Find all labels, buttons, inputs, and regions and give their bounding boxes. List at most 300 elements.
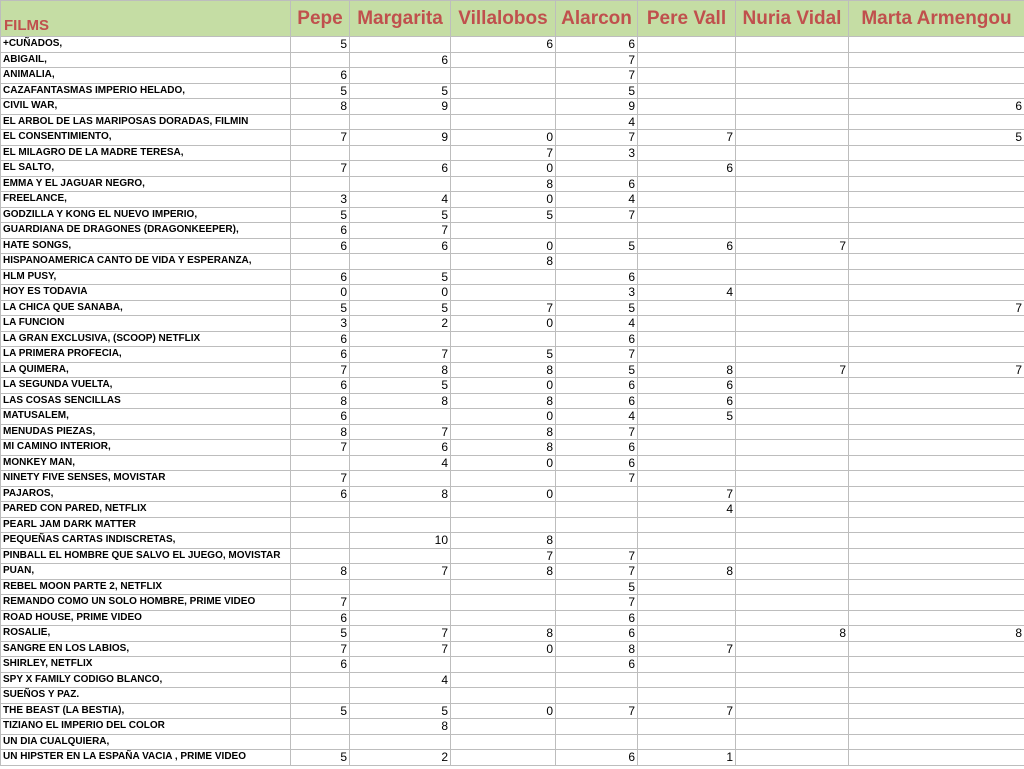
score-cell[interactable]: 0 <box>451 378 556 394</box>
score-cell[interactable] <box>638 595 736 611</box>
header-critic-pere-vall[interactable]: Pere Vall <box>638 1 736 37</box>
score-cell[interactable] <box>736 502 849 518</box>
score-cell[interactable]: 9 <box>556 99 638 115</box>
score-cell[interactable]: 5 <box>350 300 451 316</box>
score-cell[interactable] <box>350 657 451 673</box>
score-cell[interactable]: 7 <box>638 130 736 146</box>
score-cell[interactable]: 0 <box>451 409 556 425</box>
score-cell[interactable] <box>291 688 350 704</box>
score-cell[interactable]: 5 <box>291 37 350 53</box>
score-cell[interactable]: 0 <box>451 703 556 719</box>
film-title-cell[interactable]: ANIMALIA, <box>1 68 291 84</box>
score-cell[interactable]: 0 <box>451 161 556 177</box>
score-cell[interactable] <box>736 471 849 487</box>
score-cell[interactable] <box>350 254 451 270</box>
header-critic-villalobos[interactable]: Villalobos <box>451 1 556 37</box>
score-cell[interactable] <box>849 207 1024 223</box>
score-cell[interactable] <box>638 471 736 487</box>
score-cell[interactable] <box>638 734 736 750</box>
score-cell[interactable] <box>849 440 1024 456</box>
score-cell[interactable]: 6 <box>291 68 350 84</box>
score-cell[interactable] <box>350 610 451 626</box>
score-cell[interactable]: 8 <box>736 626 849 642</box>
score-cell[interactable] <box>451 517 556 533</box>
score-cell[interactable]: 4 <box>350 672 451 688</box>
score-cell[interactable]: 6 <box>556 393 638 409</box>
film-title-cell[interactable]: ROAD HOUSE, PRIME VIDEO <box>1 610 291 626</box>
score-cell[interactable]: 7 <box>291 641 350 657</box>
score-cell[interactable] <box>736 719 849 735</box>
score-cell[interactable]: 8 <box>350 486 451 502</box>
score-cell[interactable]: 7 <box>291 440 350 456</box>
score-cell[interactable] <box>350 145 451 161</box>
header-critic-nuria-vidal[interactable]: Nuria Vidal <box>736 1 849 37</box>
score-cell[interactable]: 8 <box>451 362 556 378</box>
score-cell[interactable] <box>736 192 849 208</box>
score-cell[interactable] <box>849 347 1024 363</box>
score-cell[interactable]: 8 <box>451 564 556 580</box>
score-cell[interactable]: 7 <box>849 300 1024 316</box>
score-cell[interactable]: 6 <box>291 269 350 285</box>
score-cell[interactable] <box>849 703 1024 719</box>
score-cell[interactable] <box>736 300 849 316</box>
score-cell[interactable] <box>638 719 736 735</box>
film-title-cell[interactable]: THE BEAST (LA BESTIA), <box>1 703 291 719</box>
film-title-cell[interactable]: PEARL JAM DARK MATTER <box>1 517 291 533</box>
score-cell[interactable] <box>849 610 1024 626</box>
score-cell[interactable]: 6 <box>291 486 350 502</box>
film-title-cell[interactable]: REBEL MOON PARTE 2, NETFLIX <box>1 579 291 595</box>
score-cell[interactable] <box>849 455 1024 471</box>
score-cell[interactable] <box>638 223 736 239</box>
film-title-cell[interactable]: PARED CON PARED, NETFLIX <box>1 502 291 518</box>
score-cell[interactable]: 8 <box>451 254 556 270</box>
score-cell[interactable] <box>849 223 1024 239</box>
score-cell[interactable] <box>849 424 1024 440</box>
film-title-cell[interactable]: CAZAFANTASMAS IMPERIO HELADO, <box>1 83 291 99</box>
score-cell[interactable]: 0 <box>350 285 451 301</box>
score-cell[interactable] <box>638 548 736 564</box>
film-title-cell[interactable]: LA GRAN EXCLUSIVA, (SCOOP) NETFLIX <box>1 331 291 347</box>
score-cell[interactable]: 6 <box>556 378 638 394</box>
score-cell[interactable] <box>736 145 849 161</box>
score-cell[interactable] <box>451 657 556 673</box>
score-cell[interactable]: 1 <box>638 750 736 766</box>
score-cell[interactable]: 5 <box>556 238 638 254</box>
score-cell[interactable] <box>736 734 849 750</box>
score-cell[interactable] <box>638 99 736 115</box>
score-cell[interactable]: 7 <box>556 424 638 440</box>
score-cell[interactable]: 4 <box>638 285 736 301</box>
score-cell[interactable] <box>736 548 849 564</box>
header-critic-marta-armengou[interactable]: Marta Armengou <box>849 1 1024 37</box>
score-cell[interactable] <box>736 455 849 471</box>
score-cell[interactable] <box>736 424 849 440</box>
score-cell[interactable]: 8 <box>291 99 350 115</box>
score-cell[interactable] <box>638 533 736 549</box>
score-cell[interactable] <box>451 750 556 766</box>
score-cell[interactable] <box>638 52 736 68</box>
score-cell[interactable] <box>451 223 556 239</box>
film-title-cell[interactable]: GUARDIANA DE DRAGONES (DRAGONKEEPER), <box>1 223 291 239</box>
score-cell[interactable] <box>350 471 451 487</box>
film-title-cell[interactable]: REMANDO COMO UN SOLO HOMBRE, PRIME VIDEO <box>1 595 291 611</box>
score-cell[interactable]: 8 <box>350 362 451 378</box>
score-cell[interactable]: 2 <box>350 316 451 332</box>
score-cell[interactable] <box>849 641 1024 657</box>
score-cell[interactable] <box>451 331 556 347</box>
score-cell[interactable] <box>556 672 638 688</box>
score-cell[interactable]: 0 <box>451 486 556 502</box>
score-cell[interactable] <box>849 719 1024 735</box>
score-cell[interactable] <box>638 626 736 642</box>
score-cell[interactable]: 6 <box>291 347 350 363</box>
score-cell[interactable] <box>291 455 350 471</box>
film-title-cell[interactable]: SHIRLEY, NETFLIX <box>1 657 291 673</box>
score-cell[interactable] <box>736 161 849 177</box>
score-cell[interactable]: 5 <box>849 130 1024 146</box>
score-cell[interactable] <box>350 114 451 130</box>
score-cell[interactable] <box>849 564 1024 580</box>
film-title-cell[interactable]: SUEÑOS Y PAZ. <box>1 688 291 704</box>
score-cell[interactable] <box>350 688 451 704</box>
score-cell[interactable] <box>638 424 736 440</box>
score-cell[interactable]: 8 <box>451 626 556 642</box>
score-cell[interactable] <box>849 750 1024 766</box>
score-cell[interactable] <box>638 657 736 673</box>
score-cell[interactable] <box>451 114 556 130</box>
film-title-cell[interactable]: MATUSALEM, <box>1 409 291 425</box>
score-cell[interactable] <box>849 145 1024 161</box>
header-critic-margarita[interactable]: Margarita <box>350 1 451 37</box>
score-cell[interactable] <box>849 52 1024 68</box>
score-cell[interactable] <box>638 207 736 223</box>
score-cell[interactable] <box>451 595 556 611</box>
score-cell[interactable] <box>291 52 350 68</box>
score-cell[interactable] <box>556 502 638 518</box>
score-cell[interactable]: 7 <box>638 486 736 502</box>
film-title-cell[interactable]: PEQUEÑAS CARTAS INDISCRETAS, <box>1 533 291 549</box>
score-cell[interactable] <box>849 68 1024 84</box>
score-cell[interactable] <box>556 486 638 502</box>
score-cell[interactable] <box>451 719 556 735</box>
score-cell[interactable] <box>638 83 736 99</box>
film-title-cell[interactable]: MI CAMINO INTERIOR, <box>1 440 291 456</box>
score-cell[interactable]: 6 <box>556 657 638 673</box>
score-cell[interactable] <box>291 502 350 518</box>
score-cell[interactable] <box>638 610 736 626</box>
score-cell[interactable]: 5 <box>291 207 350 223</box>
film-title-cell[interactable]: PINBALL EL HOMBRE QUE SALVO EL JUEGO, MOVISTAR <box>1 548 291 564</box>
score-cell[interactable] <box>638 455 736 471</box>
film-title-cell[interactable]: ABIGAIL, <box>1 52 291 68</box>
score-cell[interactable] <box>350 331 451 347</box>
score-cell[interactable] <box>849 517 1024 533</box>
score-cell[interactable]: 6 <box>556 176 638 192</box>
score-cell[interactable]: 3 <box>556 145 638 161</box>
score-cell[interactable]: 6 <box>638 393 736 409</box>
score-cell[interactable] <box>736 517 849 533</box>
score-cell[interactable]: 8 <box>849 626 1024 642</box>
film-title-cell[interactable]: EMMA Y EL JAGUAR NEGRO, <box>1 176 291 192</box>
score-cell[interactable] <box>849 238 1024 254</box>
score-cell[interactable]: 4 <box>350 192 451 208</box>
score-cell[interactable] <box>350 734 451 750</box>
score-cell[interactable]: 8 <box>291 393 350 409</box>
film-title-cell[interactable]: SANGRE EN LOS LABIOS, <box>1 641 291 657</box>
score-cell[interactable]: 7 <box>350 626 451 642</box>
score-cell[interactable] <box>638 316 736 332</box>
score-cell[interactable]: 8 <box>451 424 556 440</box>
score-cell[interactable] <box>638 269 736 285</box>
score-cell[interactable]: 8 <box>350 719 451 735</box>
score-cell[interactable] <box>849 657 1024 673</box>
film-title-cell[interactable]: ROSALIE, <box>1 626 291 642</box>
score-cell[interactable]: 8 <box>451 440 556 456</box>
score-cell[interactable] <box>849 269 1024 285</box>
score-cell[interactable]: 6 <box>556 455 638 471</box>
score-cell[interactable] <box>736 533 849 549</box>
score-cell[interactable]: 7 <box>556 68 638 84</box>
score-cell[interactable]: 3 <box>291 316 350 332</box>
film-title-cell[interactable]: LAS COSAS SENCILLAS <box>1 393 291 409</box>
score-cell[interactable] <box>556 719 638 735</box>
score-cell[interactable] <box>736 68 849 84</box>
score-cell[interactable] <box>736 207 849 223</box>
score-cell[interactable] <box>849 579 1024 595</box>
score-cell[interactable]: 5 <box>638 409 736 425</box>
film-title-cell[interactable]: TIZIANO EL IMPERIO DEL COLOR <box>1 719 291 735</box>
score-cell[interactable]: 7 <box>451 145 556 161</box>
score-cell[interactable] <box>736 409 849 425</box>
score-cell[interactable]: 7 <box>350 564 451 580</box>
score-cell[interactable]: 6 <box>556 37 638 53</box>
header-films[interactable]: FILMS <box>1 1 291 37</box>
score-cell[interactable] <box>849 548 1024 564</box>
score-cell[interactable]: 6 <box>638 161 736 177</box>
score-cell[interactable] <box>638 192 736 208</box>
score-cell[interactable] <box>291 145 350 161</box>
score-cell[interactable]: 8 <box>556 641 638 657</box>
header-critic-pepe[interactable]: Pepe <box>291 1 350 37</box>
score-cell[interactable]: 0 <box>451 641 556 657</box>
score-cell[interactable] <box>849 486 1024 502</box>
score-cell[interactable] <box>291 176 350 192</box>
score-cell[interactable] <box>736 83 849 99</box>
score-cell[interactable]: 6 <box>350 440 451 456</box>
score-cell[interactable]: 6 <box>638 238 736 254</box>
score-cell[interactable]: 6 <box>556 440 638 456</box>
score-cell[interactable]: 5 <box>350 207 451 223</box>
score-cell[interactable] <box>350 595 451 611</box>
score-cell[interactable]: 0 <box>451 130 556 146</box>
score-cell[interactable] <box>736 285 849 301</box>
score-cell[interactable]: 5 <box>291 703 350 719</box>
score-cell[interactable]: 7 <box>350 424 451 440</box>
score-cell[interactable] <box>736 378 849 394</box>
score-cell[interactable] <box>849 83 1024 99</box>
score-cell[interactable]: 6 <box>291 223 350 239</box>
score-cell[interactable]: 6 <box>638 378 736 394</box>
film-title-cell[interactable]: EL CONSENTIMIENTO, <box>1 130 291 146</box>
score-cell[interactable]: 5 <box>291 626 350 642</box>
score-cell[interactable]: 8 <box>451 393 556 409</box>
score-cell[interactable] <box>849 254 1024 270</box>
score-cell[interactable] <box>451 610 556 626</box>
score-cell[interactable]: 7 <box>556 595 638 611</box>
score-cell[interactable]: 6 <box>849 99 1024 115</box>
score-cell[interactable]: 4 <box>350 455 451 471</box>
score-cell[interactable]: 7 <box>638 641 736 657</box>
score-cell[interactable]: 4 <box>556 316 638 332</box>
score-cell[interactable] <box>350 409 451 425</box>
film-title-cell[interactable]: PAJAROS, <box>1 486 291 502</box>
score-cell[interactable] <box>556 734 638 750</box>
score-cell[interactable]: 7 <box>736 362 849 378</box>
score-cell[interactable] <box>638 300 736 316</box>
score-cell[interactable]: 6 <box>350 238 451 254</box>
score-cell[interactable]: 8 <box>291 564 350 580</box>
score-cell[interactable]: 5 <box>451 207 556 223</box>
score-cell[interactable]: 7 <box>556 130 638 146</box>
score-cell[interactable] <box>350 37 451 53</box>
header-critic-alarcon[interactable]: Alarcon <box>556 1 638 37</box>
score-cell[interactable] <box>350 548 451 564</box>
score-cell[interactable]: 10 <box>350 533 451 549</box>
score-cell[interactable] <box>291 672 350 688</box>
score-cell[interactable] <box>849 37 1024 53</box>
score-cell[interactable]: 8 <box>451 533 556 549</box>
score-cell[interactable]: 7 <box>451 300 556 316</box>
score-cell[interactable]: 5 <box>350 269 451 285</box>
score-cell[interactable] <box>451 269 556 285</box>
score-cell[interactable]: 7 <box>638 703 736 719</box>
score-cell[interactable]: 5 <box>350 83 451 99</box>
score-cell[interactable] <box>849 409 1024 425</box>
score-cell[interactable] <box>736 564 849 580</box>
score-cell[interactable]: 7 <box>556 564 638 580</box>
score-cell[interactable] <box>556 533 638 549</box>
score-cell[interactable]: 5 <box>556 579 638 595</box>
film-title-cell[interactable]: UN HIPSTER EN LA ESPAÑA VACIA , PRIME VIDEO <box>1 750 291 766</box>
score-cell[interactable] <box>736 130 849 146</box>
score-cell[interactable]: 9 <box>350 130 451 146</box>
score-cell[interactable] <box>350 502 451 518</box>
score-cell[interactable] <box>736 114 849 130</box>
score-cell[interactable]: 5 <box>291 300 350 316</box>
score-cell[interactable] <box>638 68 736 84</box>
score-cell[interactable]: 0 <box>291 285 350 301</box>
score-cell[interactable]: 6 <box>556 610 638 626</box>
score-cell[interactable] <box>350 68 451 84</box>
score-cell[interactable] <box>849 316 1024 332</box>
film-title-cell[interactable]: NINETY FIVE SENSES, MOVISTAR <box>1 471 291 487</box>
score-cell[interactable] <box>849 533 1024 549</box>
score-cell[interactable]: 7 <box>451 548 556 564</box>
score-cell[interactable] <box>451 285 556 301</box>
score-cell[interactable]: 6 <box>556 626 638 642</box>
score-cell[interactable] <box>638 517 736 533</box>
score-cell[interactable]: 7 <box>350 347 451 363</box>
score-cell[interactable]: 8 <box>291 424 350 440</box>
score-cell[interactable]: 4 <box>556 114 638 130</box>
film-title-cell[interactable]: EL ARBOL DE LAS MARIPOSAS DORADAS, FILMIN <box>1 114 291 130</box>
score-cell[interactable]: 7 <box>350 223 451 239</box>
score-cell[interactable]: 8 <box>350 393 451 409</box>
score-cell[interactable] <box>849 672 1024 688</box>
film-title-cell[interactable]: UN DIA CUALQUIERA, <box>1 734 291 750</box>
score-cell[interactable]: 6 <box>350 52 451 68</box>
film-title-cell[interactable]: HLM PUSY, <box>1 269 291 285</box>
score-cell[interactable]: 7 <box>556 347 638 363</box>
score-cell[interactable] <box>638 331 736 347</box>
film-title-cell[interactable]: EL MILAGRO DE LA MADRE TERESA, <box>1 145 291 161</box>
score-cell[interactable] <box>350 579 451 595</box>
score-cell[interactable] <box>451 471 556 487</box>
score-cell[interactable] <box>556 254 638 270</box>
score-cell[interactable]: 6 <box>291 657 350 673</box>
score-cell[interactable] <box>451 672 556 688</box>
score-cell[interactable]: 5 <box>451 347 556 363</box>
score-cell[interactable]: 6 <box>556 750 638 766</box>
score-cell[interactable]: 3 <box>556 285 638 301</box>
score-cell[interactable] <box>638 254 736 270</box>
score-cell[interactable]: 6 <box>451 37 556 53</box>
score-cell[interactable]: 6 <box>556 331 638 347</box>
score-cell[interactable]: 7 <box>291 471 350 487</box>
score-cell[interactable] <box>350 517 451 533</box>
score-cell[interactable] <box>291 719 350 735</box>
score-cell[interactable]: 0 <box>451 455 556 471</box>
film-title-cell[interactable]: EL SALTO, <box>1 161 291 177</box>
score-cell[interactable] <box>849 192 1024 208</box>
score-cell[interactable] <box>451 83 556 99</box>
score-cell[interactable] <box>736 269 849 285</box>
score-cell[interactable]: 0 <box>451 238 556 254</box>
score-cell[interactable] <box>849 378 1024 394</box>
score-cell[interactable]: 3 <box>291 192 350 208</box>
score-cell[interactable] <box>849 331 1024 347</box>
film-title-cell[interactable]: HATE SONGS, <box>1 238 291 254</box>
score-cell[interactable] <box>849 502 1024 518</box>
score-cell[interactable] <box>849 176 1024 192</box>
film-title-cell[interactable]: LA SEGUNDA VUELTA, <box>1 378 291 394</box>
score-cell[interactable] <box>736 750 849 766</box>
score-cell[interactable] <box>638 176 736 192</box>
score-cell[interactable] <box>451 502 556 518</box>
score-cell[interactable]: 8 <box>638 362 736 378</box>
score-cell[interactable]: 6 <box>291 409 350 425</box>
score-cell[interactable]: 6 <box>291 331 350 347</box>
score-cell[interactable] <box>736 610 849 626</box>
score-cell[interactable] <box>736 331 849 347</box>
film-title-cell[interactable]: LA CHICA QUE SANABA, <box>1 300 291 316</box>
score-cell[interactable] <box>736 688 849 704</box>
film-title-cell[interactable]: LA QUIMERA, <box>1 362 291 378</box>
score-cell[interactable] <box>736 176 849 192</box>
score-cell[interactable] <box>736 672 849 688</box>
score-cell[interactable]: 5 <box>556 300 638 316</box>
score-cell[interactable] <box>736 440 849 456</box>
score-cell[interactable] <box>451 68 556 84</box>
score-cell[interactable] <box>736 579 849 595</box>
score-cell[interactable]: 9 <box>350 99 451 115</box>
score-cell[interactable] <box>638 688 736 704</box>
score-cell[interactable]: 6 <box>350 161 451 177</box>
score-cell[interactable] <box>638 347 736 363</box>
score-cell[interactable]: 7 <box>291 130 350 146</box>
score-cell[interactable]: 7 <box>291 362 350 378</box>
